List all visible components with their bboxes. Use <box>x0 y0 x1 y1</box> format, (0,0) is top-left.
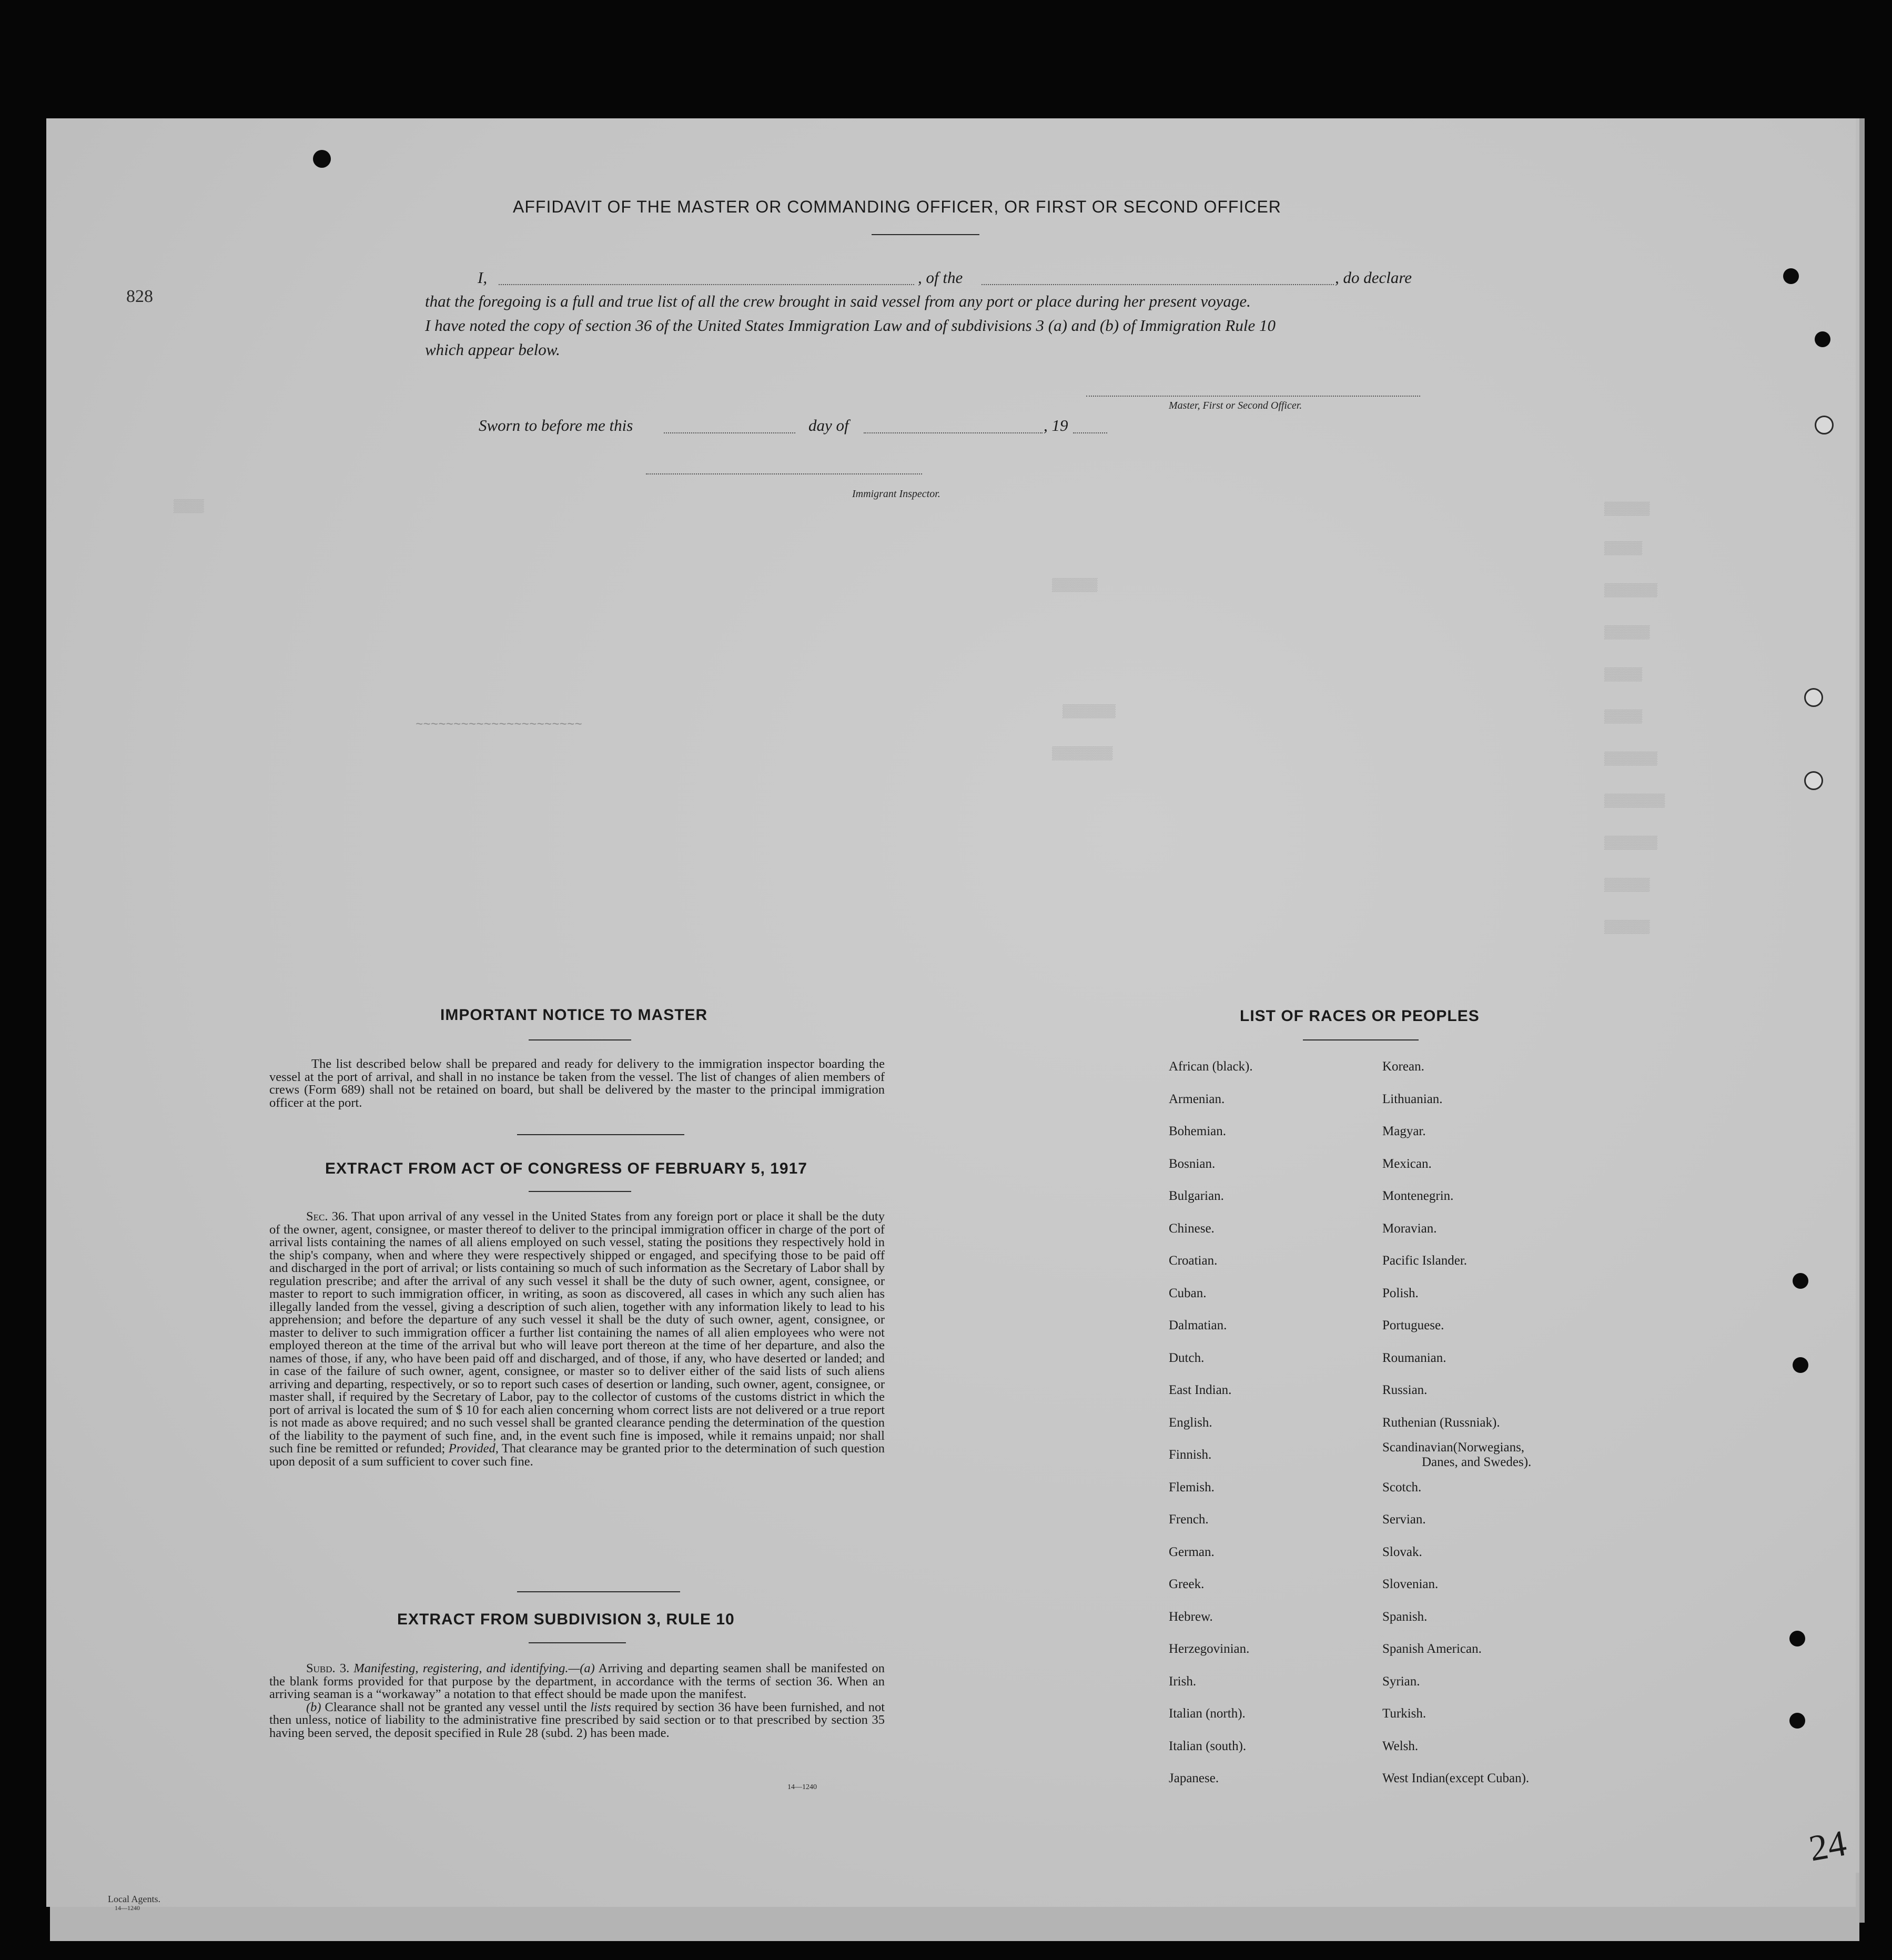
race-item: Croatian. <box>1169 1254 1218 1268</box>
race-item: Welsh. <box>1382 1739 1419 1753</box>
act-provided-label: Provided, <box>448 1441 499 1456</box>
act-text: That upon arrival of any vessel in the United States from any foreign port or place it shall be the duty of the owner, agent, consignee, or master thereof to deliver to the principal immigration officer in charge of the port of arrival lists containing the names of all aliens employed on such vessel, stating the positions they respectively hold in the ship's company, when and where they were respectively shipped or engaged, and specifying those to be paid off and discharged in the port of arrival; or lists containing so much of such information as the Secretary of Labor shall by regulation prescribe; and after the arrival of any such vessel it shall be the duty of such owner, agent, consignee, or master to report to such immigration officer, in writing, as soon as discovered, all cases in which any such alien has illegally landed from the vessel, giving a description of such alien, together with any information likely to lead to his apprehension; and before the departure of any such vessel it shall be the duty of such owner, agent, consignee, or master to deliver to such immigration officer a further list containing the names of all alien employees who were not employed thereon at the time of the arrival but who will leave port thereon at the time of her departure, and also the names of those, if any, who have been paid off and discharged, and of those, if any, who have deserted or landed; and in case of the failure of such owner, agent, consignee, or master so to deliver either of the said lists of such aliens arriving and departing, respectively, or so to report such cases of desertion or landing, such owner, agent, consignee, or master shall, if required by the Secretary of Labor, pay to the collector of customs of the customs district in which the port of arrival is located the sum of $ 10 for each alien concerning whom correct lists are not delivered or a true report is not made as above required; and no such vessel shall be granted clearance pending the determination of the question of the liability to the payment of such fine, and, in the event such fine is imposed, while it remains unpaid; nor shall such fine be remitted or refunded; <box>269 1209 885 1456</box>
bleed-through: ▒▒▒▒▒▒▒ <box>1063 705 1116 719</box>
race-item: West Indian(except Cuban). <box>1382 1771 1530 1785</box>
binder-hole <box>1815 416 1834 435</box>
race-item: Portuguese. <box>1382 1318 1444 1332</box>
rule-body <box>269 1662 885 1740</box>
race-item: African (black). <box>1169 1059 1253 1074</box>
subd-b-label: (b) <box>306 1700 321 1714</box>
race-item: English. <box>1169 1415 1212 1430</box>
bleed-through: ▒▒▒▒▒ <box>1604 542 1643 556</box>
rule-title: EXTRACT FROM SUBDIVISION 3, RULE 10 <box>397 1611 735 1628</box>
race-item: Danes, and Swedes). <box>1422 1455 1532 1469</box>
margin-note: 828 <box>126 287 153 306</box>
subd-b-lists: lists <box>590 1700 611 1714</box>
race-item: Pacific Islander. <box>1382 1254 1468 1268</box>
race-item: Scandinavian(Norwegians, <box>1382 1440 1525 1454</box>
race-item: Flemish. <box>1169 1480 1215 1494</box>
ink-blot <box>313 150 331 168</box>
manifest-page <box>46 118 1856 1907</box>
year-prefix: , 19 <box>1044 416 1068 435</box>
race-item: Korean. <box>1382 1059 1424 1074</box>
race-item: Turkish. <box>1382 1706 1426 1721</box>
race-item: Slovak. <box>1382 1544 1422 1559</box>
name-blank[interactable] <box>499 284 914 285</box>
race-item: Lithuanian. <box>1382 1092 1443 1106</box>
race-item: Hebrew. <box>1169 1609 1213 1624</box>
notice-rule <box>529 1039 631 1040</box>
binder-hole <box>1804 771 1823 790</box>
race-item: Cuban. <box>1169 1286 1207 1300</box>
bleed-through: ▒▒▒▒▒▒▒▒ <box>1052 747 1113 761</box>
race-item: Montenegrin. <box>1382 1189 1454 1203</box>
races-rule <box>1303 1039 1419 1040</box>
race-item: Mexican. <box>1382 1156 1432 1171</box>
sworn-day-blank[interactable] <box>664 432 795 433</box>
subd-label: Subd. 3. <box>306 1661 350 1675</box>
affidavit-line-4: which appear below. <box>425 340 560 359</box>
bleed-through: ▒▒▒▒ <box>174 500 204 514</box>
section-divider <box>517 1134 684 1135</box>
race-item: Scotch. <box>1382 1480 1422 1494</box>
bleed-through: ~~~~~~~~~~~~~~~~~~~~~~ <box>416 718 582 732</box>
race-item: Irish. <box>1169 1674 1197 1689</box>
race-item: Dutch. <box>1169 1350 1205 1365</box>
sworn-month-blank[interactable] <box>864 432 1043 433</box>
form-number: 14—1240 <box>787 1783 817 1791</box>
race-item: Bohemian. <box>1169 1124 1227 1138</box>
race-item: Finnish. <box>1169 1448 1212 1462</box>
act-body <box>269 1210 885 1468</box>
notice-body: The list described below shall be prepared and ready for delivery to the immigration inspector boarding the vessel at the port of arrival, and shall in no instance be taken from the vessel. The list of changes of alien members of crews (Form 689) shall not be retained on board, but shall be delivered by the master to the principal immigration officer at the port. <box>269 1057 885 1110</box>
race-item: French. <box>1169 1512 1209 1527</box>
sworn-to-text: Sworn to before me this <box>479 416 633 435</box>
binder-hole <box>1815 331 1830 347</box>
sworn-year-blank[interactable] <box>1073 432 1107 433</box>
binder-hole <box>1793 1273 1808 1289</box>
affidavit-of-the: , of the <box>918 268 963 287</box>
bleed-through: ▒▒▒▒▒▒▒ <box>1604 836 1657 851</box>
race-item: Russian. <box>1382 1383 1428 1397</box>
handwritten-page-number: 24 <box>1806 1823 1850 1870</box>
local-agents-form-no: 14—1240 <box>115 1904 140 1912</box>
binder-hole <box>1789 1631 1805 1646</box>
affidavit-i: I, <box>478 268 488 287</box>
race-item: Greek. <box>1169 1577 1205 1591</box>
bleed-through: ▒▒▒▒▒▒▒▒ <box>1604 794 1665 809</box>
race-item: German. <box>1169 1544 1215 1559</box>
race-item: Moravian. <box>1382 1221 1437 1236</box>
subd-b-text-1: Clearance shall not be granted any vessel until the <box>325 1700 587 1714</box>
race-item: Italian (south). <box>1169 1739 1247 1753</box>
act-provided-text: That clearance may be granted prior to the determination of such question upon deposit of a sum sufficient to cover such fine. <box>269 1441 885 1469</box>
day-of-text: day of <box>808 416 849 435</box>
notice-title: IMPORTANT NOTICE TO MASTER <box>440 1006 708 1024</box>
bleed-through: ▒▒▒▒▒▒ <box>1604 921 1650 935</box>
bleed-through: ▒▒▒▒▒▒ <box>1052 579 1098 593</box>
bleed-through: ▒▒▒▒▒ <box>1604 668 1643 682</box>
affidavit-line-3: I have noted the copy of section 36 of the United States Immigration Law and of subdivisions 3 (a) and (b) of Immigration Rule 10 <box>425 316 1276 335</box>
bleed-through: ▒▒▒▒▒▒▒ <box>1604 584 1657 598</box>
local-agents-label: Local Agents. <box>108 1894 160 1904</box>
signature-blank[interactable] <box>1086 396 1420 397</box>
bleed-through: ▒▒▒▒▒▒ <box>1604 878 1650 893</box>
affidavit-title: AFFIDAVIT OF THE MASTER OR COMMANDING OFFICER, OR FIRST OR SECOND OFFICER <box>513 197 1281 216</box>
binder-hole <box>1783 268 1799 284</box>
race-item: Japanese. <box>1169 1771 1219 1785</box>
race-item: Ruthenian (Russniak). <box>1382 1415 1500 1430</box>
inspector-signature-blank[interactable] <box>646 473 922 474</box>
race-item: Bosnian. <box>1169 1156 1216 1171</box>
bleed-through: ▒▒▒▒▒ <box>1604 710 1643 724</box>
act-title: EXTRACT FROM ACT OF CONGRESS OF FEBRUARY 5, 1917 <box>325 1160 807 1177</box>
bleed-through: ▒▒▒▒▒▒ <box>1604 626 1650 640</box>
race-item: East Indian. <box>1169 1383 1232 1397</box>
race-item: Syrian. <box>1382 1674 1420 1689</box>
rule-rule <box>529 1642 626 1643</box>
act-sec-label: Sec. 36. <box>306 1209 348 1224</box>
race-item: Bulgarian. <box>1169 1189 1224 1203</box>
race-item: Italian (north). <box>1169 1706 1246 1721</box>
races-title: LIST OF RACES OR PEOPLES <box>1240 1007 1480 1025</box>
race-item: Magyar. <box>1382 1124 1426 1138</box>
race-item: Herzegovinian. <box>1169 1642 1250 1656</box>
race-item: Dalmatian. <box>1169 1318 1227 1332</box>
bleed-through: ▒▒▒▒▒▒▒ <box>1604 752 1657 766</box>
binder-hole <box>1793 1357 1808 1373</box>
race-item: Polish. <box>1382 1286 1419 1300</box>
race-item: Spanish. <box>1382 1609 1428 1624</box>
race-item: Servian. <box>1382 1512 1426 1527</box>
bleed-through: ▒▒▒▒▒▒ <box>1604 502 1650 517</box>
section-divider <box>517 1591 680 1592</box>
race-item: Roumanian. <box>1382 1350 1446 1365</box>
act-rule <box>529 1191 631 1192</box>
subd-heading: Manifesting, registering, and identifying.—(a) <box>353 1661 595 1675</box>
race-item: Chinese. <box>1169 1221 1215 1236</box>
vessel-blank[interactable] <box>982 284 1334 285</box>
binder-hole <box>1804 688 1823 707</box>
signature-caption: Master, First or Second Officer. <box>1169 400 1302 411</box>
subd-b-text-2: required by section 36 have been furnished, and not then unless, notice of liability to the administrative fine prescribed by said section or to that prescribed by section 35 having been served, the deposit specified in Rule 28 (subd. 2) has been made. <box>269 1700 885 1740</box>
inspector-caption: Immigrant Inspector. <box>852 488 940 500</box>
affidavit-do-declare: , do declare <box>1335 268 1412 287</box>
race-item: Spanish American. <box>1382 1642 1482 1656</box>
affidavit-line-2: that the foregoing is a full and true list of all the crew brought in said vessel from any port or place during her present voyage. <box>425 292 1251 310</box>
race-item: Slovenian. <box>1382 1577 1439 1591</box>
binder-hole <box>1789 1713 1805 1729</box>
race-item: Armenian. <box>1169 1092 1225 1106</box>
title-rule <box>872 234 979 235</box>
subd-a-text: Arriving and departing seamen shall be manifested on the blank forms provided for that purpose by the department, in accordance with the terms of section 36. When an arriving seaman is a “workaway” a notation to that effect should be made upon the manifest. <box>269 1661 885 1701</box>
